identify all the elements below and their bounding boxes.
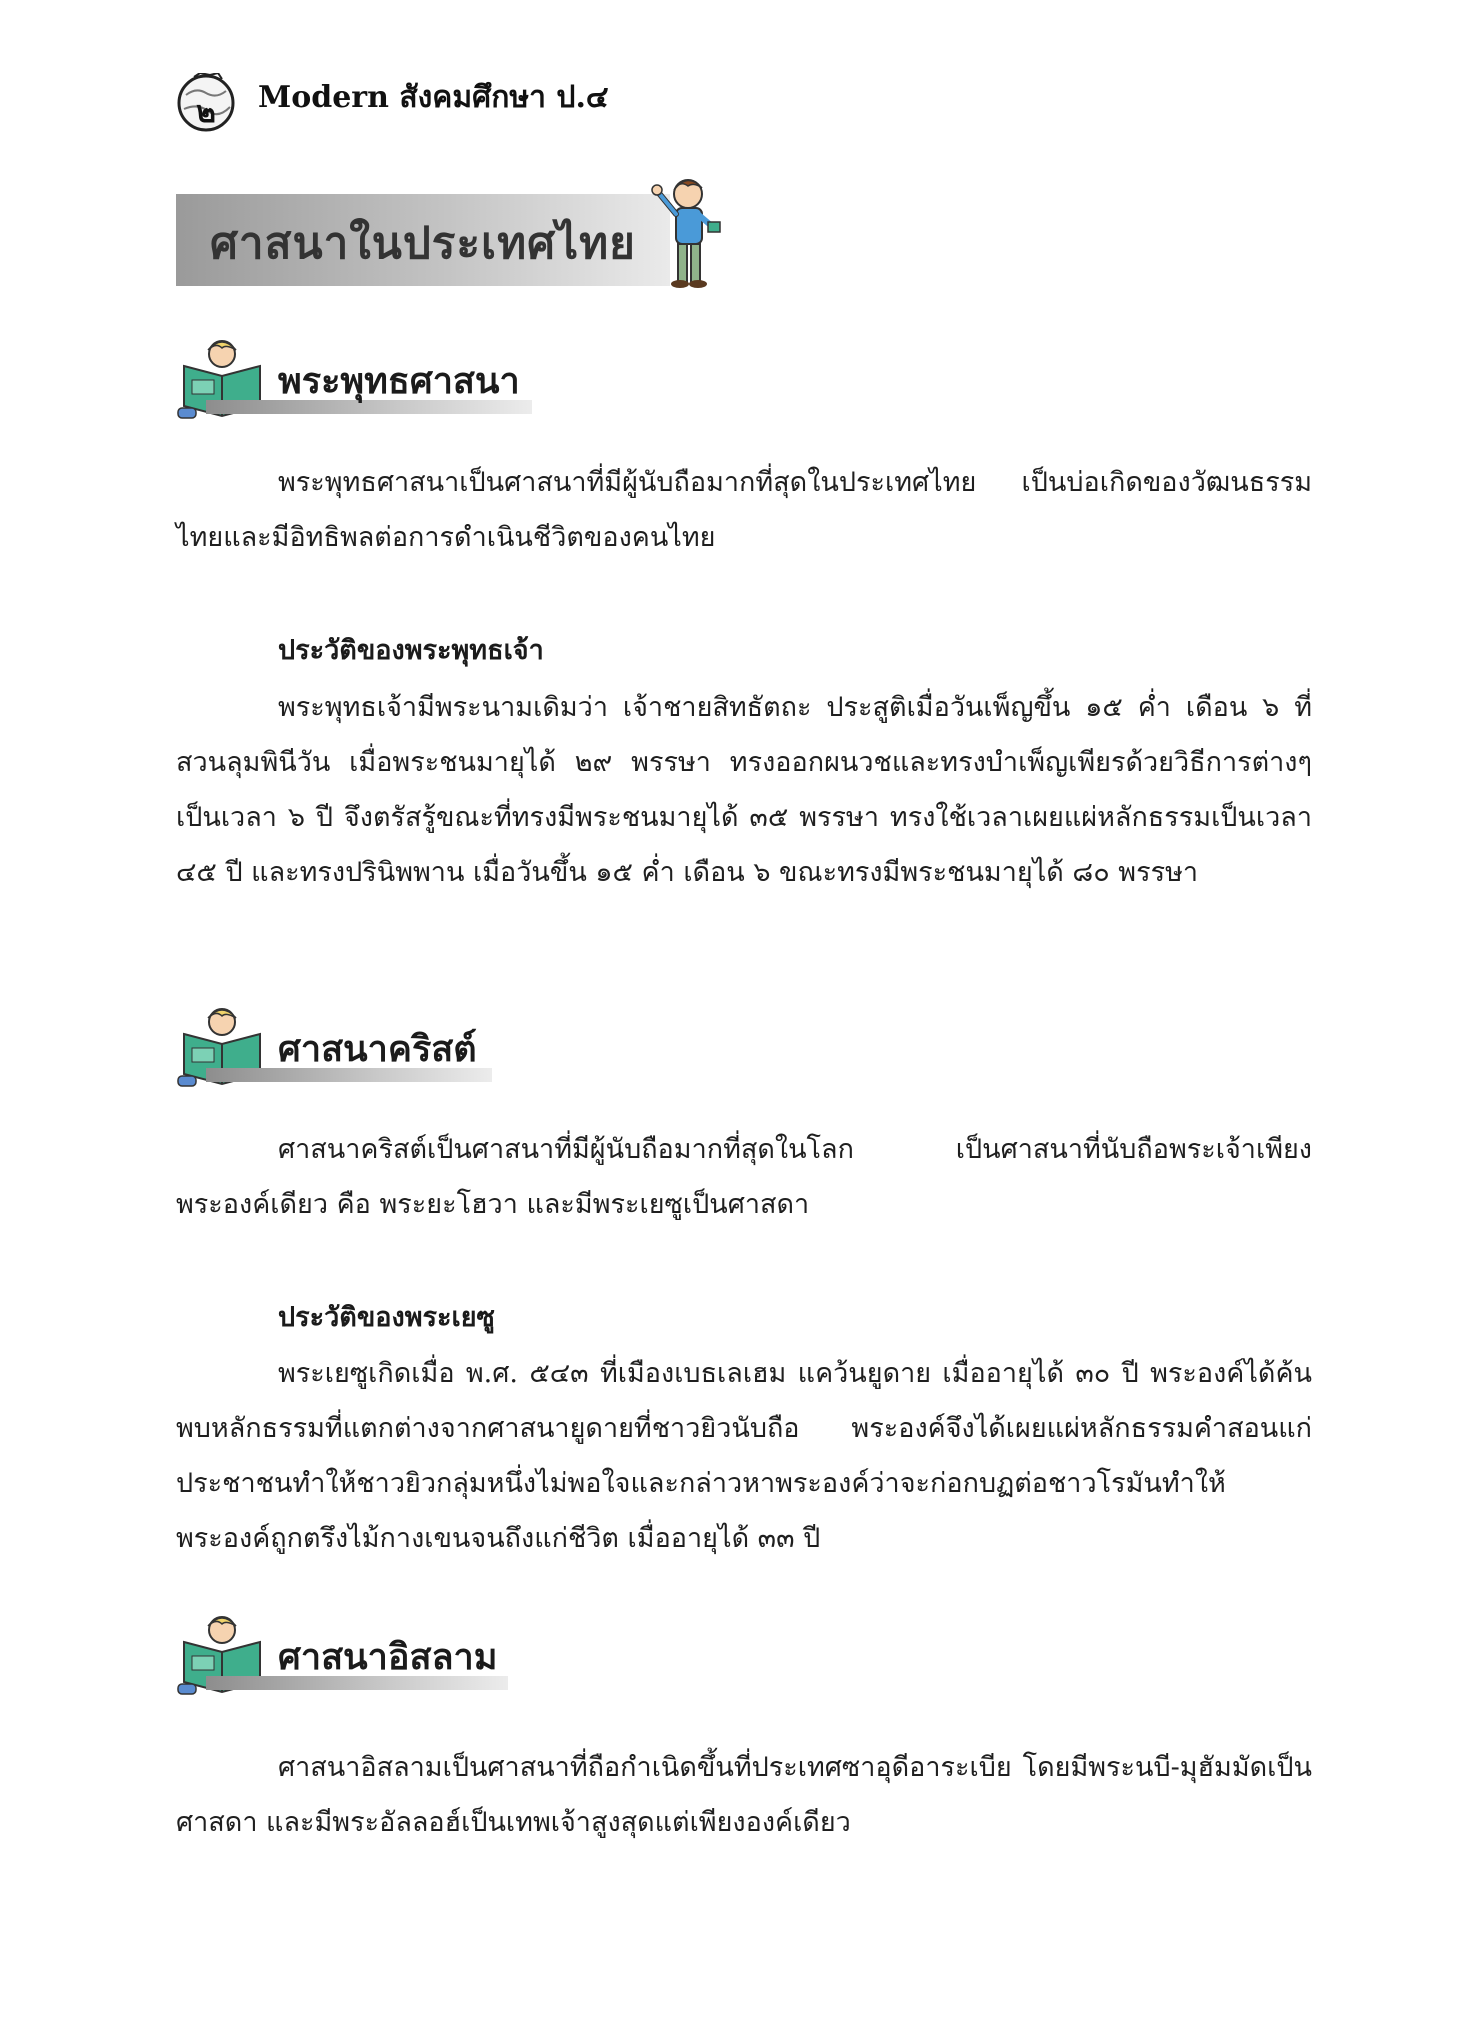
jesus-history-text: พระเยซูเกิดเมื่อ พ.ศ. ๕๔๓ ที่เมืองเบธเลเฮม แคว้นยูดาย เมื่ออายุได้ ๓๐ ปี พระองค์ได้ค้นพบหลักธรรมที่แตกต่างจากศาสนายูดายที่ชาวยิวนับถือ พระองค์จึงได้เผยแผ่หลักธรรมคำสอนแก่ประชาชนทำให้ชาวยิวกลุ่มหนึ่งไม่พอใจและกล่าวหาพระองค์ว่าจะก่อกบฏต่อชาวโรมันทำให้พระองค์ถูกตรึงไม้กางเขนจนถึงแก่ชีวิต เมื่ออายุได้ ๓๓ ปี: [176, 1358, 1312, 1554]
section-heading-islam: [176, 1612, 508, 1696]
section-heading-christianity: [176, 1004, 492, 1088]
section-title-buddhism: พระพุทธศาสนา: [278, 360, 520, 402]
buddhism-intro: พระพุทธศาสนาเป็นศาสนาที่มีผู้นับถือมากที่สุดในประเทศไทย เป็นบ่อเกิดของวัฒนธรรมไทยและมีอิทธิพลต่อการดำเนินชีวิตของคนไทย: [176, 467, 1312, 553]
section-title-islam: ศาสนาอิสลาม: [278, 1636, 498, 1678]
buddha-history-text: พระพุทธเจ้ามีพระนามเดิมว่า เจ้าชายสิทธัตถะ ประสูติเมื่อวันเพ็ญขึ้น ๑๕ ค่ำ เดือน ๖ ที่สวนลุมพินีวัน เมื่อพระชนมายุได้ ๒๙ พรรษา ทรงออกผนวชและทรงบำเพ็ญเพียรด้วยวิธีการต่างๆ เป็นเวลา ๖ ปี จึงตรัสรู้ขณะที่ทรงมีพระชนมายุได้ ๓๕ พรรษา ทรงใช้เวลาเผยแผ่หลักธรรมเป็นเวลา ๔๕ ปี และทรงปรินิพพาน เมื่อวันขึ้น ๑๕ ค่ำ เดือน ๖ ขณะทรงมีพระชนมายุได้ ๘๐ พรรษา: [176, 692, 1312, 888]
buddha-history-heading: ประวัติของพระพุทธเจ้า: [278, 635, 544, 666]
islam-intro: ศาสนาอิสลามเป็นศาสนาที่ถือกำเนิดขึ้นที่ประเทศซาอุดีอาระเบีย โดยมีพระนบี-มุฮัมมัดเป็นศาสดา และมีพระอัลลอฮ์เป็นเทพเจ้าสูงสุดแต่เพียงองค์เดียว: [176, 1752, 1312, 1838]
page-badge: [176, 63, 244, 131]
chapter-banner: [176, 194, 670, 286]
chapter-title: ศาสนาในประเทศไทย: [210, 218, 636, 269]
teacher-cartoon-icon: [648, 172, 728, 292]
jesus-history-heading: ประวัติของพระเยซู: [278, 1302, 495, 1333]
page-number: ๒: [196, 95, 216, 130]
section-title-christianity: ศาสนาคริสต์: [278, 1028, 477, 1070]
section-heading-buddhism: [176, 336, 532, 420]
christianity-intro: ศาสนาคริสต์เป็นศาสนาที่มีผู้นับถือมากที่สุดในโลก เป็นศาสนาที่นับถือพระเจ้าเพียงพระองค์เดียว คือ พระยะโฮวา และมีพระเยซูเป็นศาสดา: [176, 1134, 1312, 1220]
page-header: [176, 52, 609, 142]
book-title: Modern สังคมศึกษา ป.๔: [258, 79, 609, 115]
